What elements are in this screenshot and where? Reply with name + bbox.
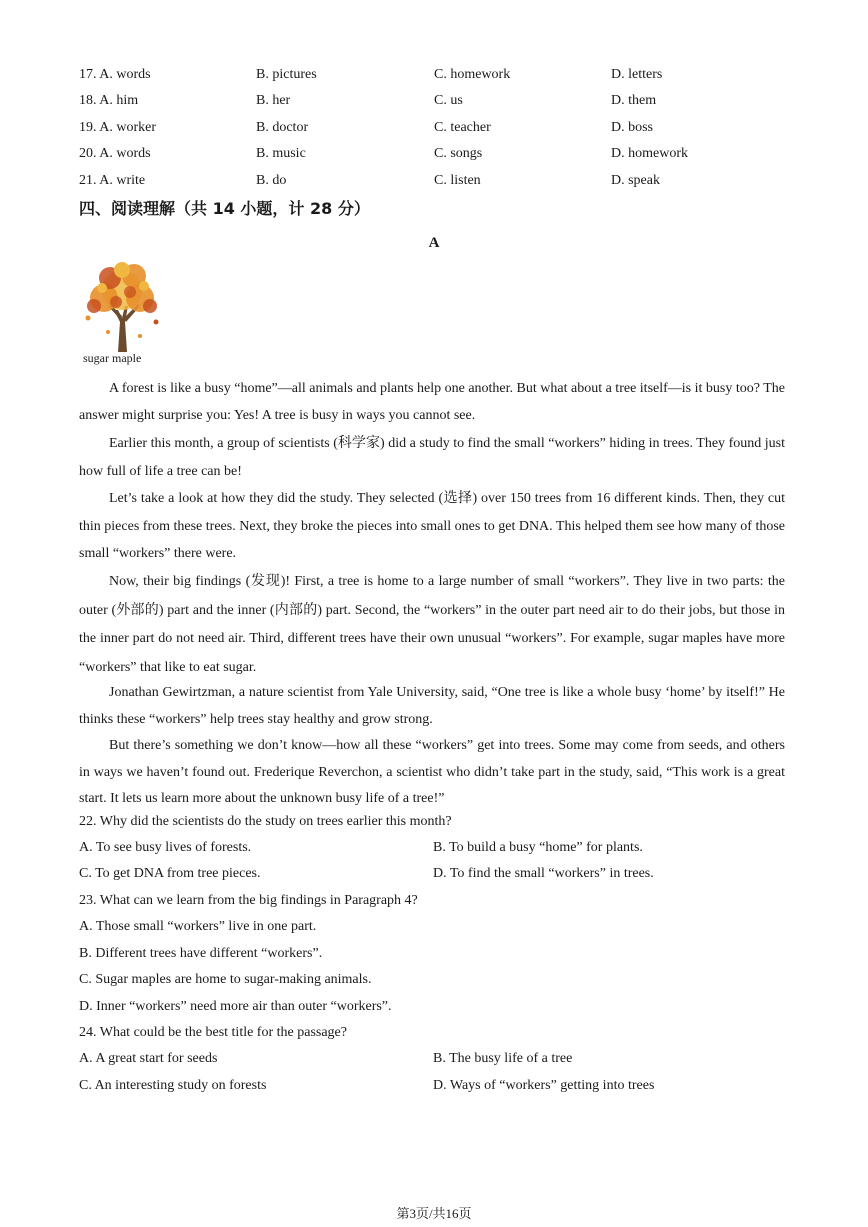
cloze-option-row-18 [79, 91, 799, 111]
question-22-option-a[interactable]: A. To see busy lives of forests. [79, 840, 252, 855]
question-23-stem: 23. What can we learn from the big findings in Paragraph 4? [79, 893, 418, 908]
question-24-option-a[interactable]: A. A great start for seeds [79, 1051, 218, 1066]
option-b: B. pictures [256, 67, 317, 82]
option-d: D. homework [611, 146, 688, 161]
option-d: D. them [611, 93, 657, 108]
sugar-maple-tree-icon [78, 262, 166, 354]
cloze-option-row-20 [79, 144, 799, 164]
option-a: 19. A. worker [79, 120, 156, 135]
question-23-option-b[interactable]: B. Different trees have different “workers”. [79, 946, 323, 961]
option-c: C. listen [434, 173, 481, 188]
question-23-option-d[interactable]: D. Inner “workers” need more air than outer “workers”. [79, 999, 392, 1014]
passage-paragraph-3: Let’s take a look at how they did the study. They selected (选择) over 150 trees from 16 different kinds. Then, they cut thin pieces from these trees. Next, they broke the pieces into small ones to get DNA. This helped them see how many of those small “workers” there were. [79, 491, 785, 561]
option-b: B. music [256, 146, 306, 161]
passage-paragraph-6: But there’s something we don’t know—how all these “workers” get into trees. Some may come from seeds, and others in ways we haven’t found out. Frederique Reverchon, a scientist who didn’t take part in the study, said, “This work is a great start. It lets us learn more about the unknown busy life of a tree!” [79, 738, 785, 806]
option-b: B. doctor [256, 120, 309, 135]
option-d: D. boss [611, 120, 654, 135]
option-d: D. letters [611, 67, 663, 82]
option-a: 21. A. write [79, 173, 146, 188]
option-a: 18. A. him [79, 93, 139, 108]
question-22-stem: 22. Why did the scientists do the study on trees earlier this month? [79, 814, 452, 829]
option-b: B. do [256, 173, 287, 188]
option-b: B. her [256, 93, 291, 108]
image-caption: sugar maple [83, 351, 142, 365]
passage-paragraph-5: Jonathan Gewirtzman, a nature scientist from Yale University, said, “One tree is like a whole busy ‘home’ by itself!” He thinks these “workers” help trees stay healthy and grow strong. [79, 685, 785, 727]
question-24-option-b[interactable]: B. The busy life of a tree [433, 1051, 573, 1066]
section-heading: 四、阅读理解（共 14 小题，计 28 分） [79, 199, 370, 218]
question-22-option-c[interactable]: C. To get DNA from tree pieces. [79, 866, 261, 881]
passage-paragraph-2: Earlier this month, a group of scientists (科学家) did a study to find the small “workers” hiding in trees. They found just how full of life a tree can be! [79, 436, 785, 479]
option-c: C. us [434, 93, 463, 108]
option-d: D. speak [611, 173, 660, 188]
option-c: C. teacher [434, 120, 491, 135]
question-23-option-c[interactable]: C. Sugar maples are home to sugar-making animals. [79, 972, 372, 987]
question-24-stem: 24. What could be the best title for the passage? [79, 1025, 347, 1040]
question-22-option-d[interactable]: D. To find the small “workers” in trees. [433, 866, 654, 881]
passage-letter: A [428, 235, 440, 251]
cloze-option-row-17 [79, 65, 799, 85]
passage-paragraph-4: Now, their big findings (发现)! First, a tree is home to a large number of small “workers”. They live in two parts: the outer (外部的) part and the inner (内部的) part. Second, the “workers” in the outer part need air to do their jobs, but those in the inner part do not need air. Third, different trees have their own unusual “workers”. For example, sugar maples have more “workers” that like to eat sugar. [79, 574, 785, 675]
option-c: C. homework [434, 67, 511, 82]
question-23-option-a[interactable]: A. Those small “workers” live in one part. [79, 919, 317, 934]
page-number-footer: 第3页/共16页 [396, 1206, 472, 1221]
passage-paragraph-1: A forest is like a busy “home”—all animals and plants help one another. But what about a tree itself—is it busy too? The answer might surprise you: Yes! A tree is busy in ways you cannot see. [79, 381, 785, 423]
question-24-option-c[interactable]: C. An interesting study on forests [79, 1078, 267, 1093]
question-24-option-d[interactable]: D. Ways of “workers” getting into trees [433, 1078, 655, 1093]
question-22-option-b[interactable]: B. To build a busy “home” for plants. [433, 840, 643, 855]
option-a: 17. A. words [79, 67, 151, 82]
option-a: 20. A. words [79, 146, 151, 161]
cloze-option-row-21 [79, 171, 799, 191]
option-c: C. songs [434, 146, 483, 161]
cloze-option-row-19 [79, 118, 799, 138]
